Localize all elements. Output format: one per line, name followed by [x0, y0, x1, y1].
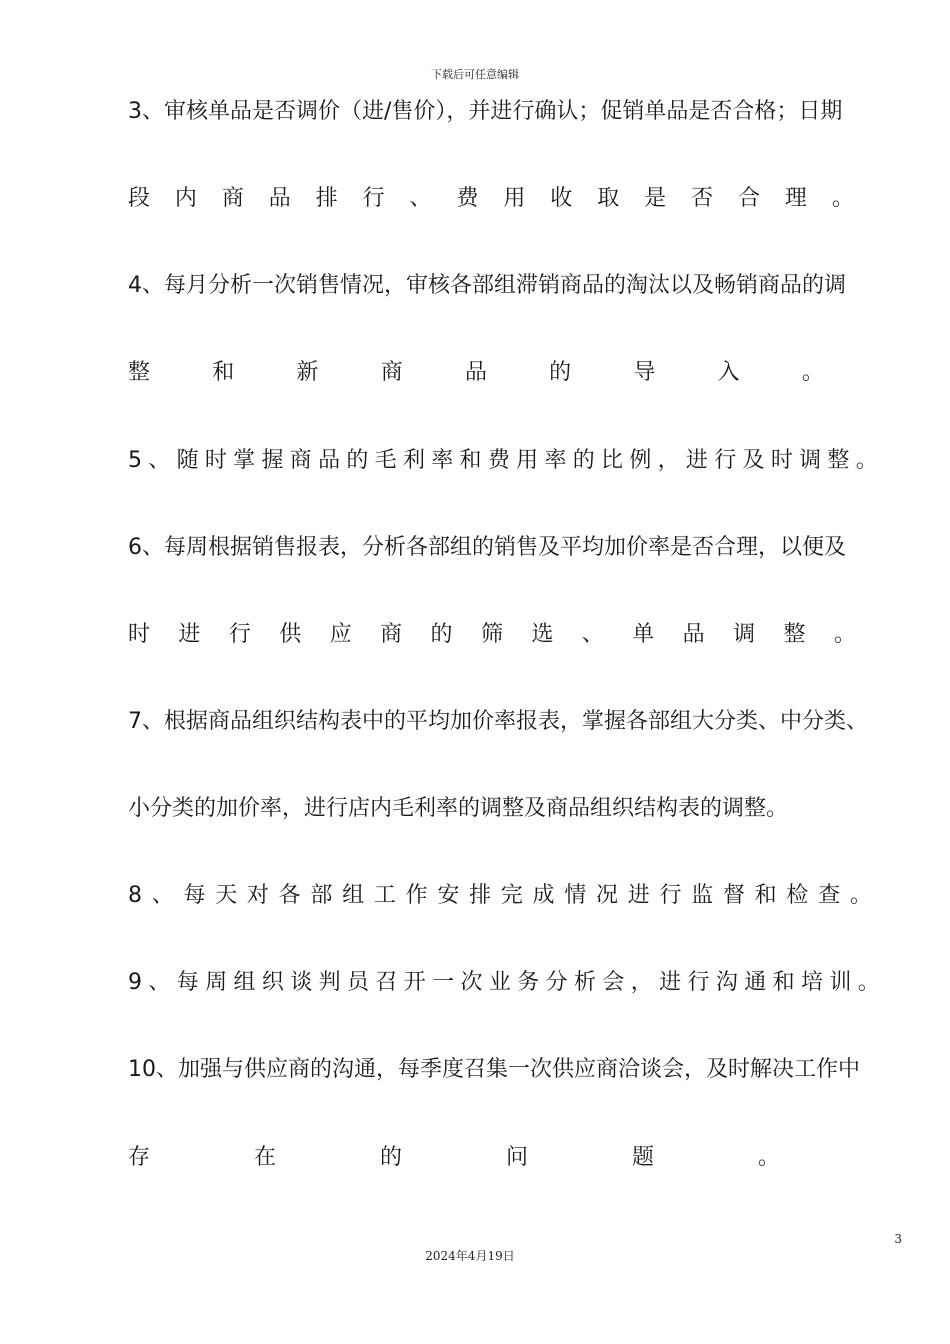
line-11: [128, 968, 880, 998]
line-char: 整: [128, 360, 151, 385]
line-char: 员: [346, 970, 369, 995]
line-char: 安: [437, 883, 460, 908]
line-char: 、: [148, 448, 171, 473]
line-char: 。: [801, 360, 824, 385]
line-char: 。: [831, 186, 854, 211]
line-char: 时: [770, 448, 793, 473]
line-char: 供: [279, 622, 302, 647]
line-char: 工: [373, 883, 396, 908]
line-char: 时: [204, 448, 227, 473]
line-char: ，: [630, 970, 653, 995]
line-char: 训: [829, 970, 852, 995]
line-char: 品: [682, 622, 705, 647]
line-1: 3、审核单品是否调价（进/售价），并进行确认；促销单品是否合格；日期: [128, 99, 843, 124]
line-char: ，: [657, 448, 680, 473]
line-char: 利: [402, 448, 425, 473]
line-char: 进: [178, 622, 201, 647]
line-char: 进: [659, 970, 682, 995]
line-char: 和: [459, 448, 482, 473]
line-char: 否: [691, 186, 714, 211]
line-char: 召: [375, 970, 398, 995]
line-char: 监: [691, 883, 714, 908]
line-char: 率: [544, 448, 567, 473]
line-char: 问: [505, 1145, 528, 1170]
line-char: 费: [456, 186, 479, 211]
line-char: 例: [629, 448, 652, 473]
line-char: 整: [783, 622, 806, 647]
line-char: 的: [379, 1145, 402, 1170]
line-char: 商: [380, 360, 403, 385]
line-char: 的: [346, 448, 369, 473]
line-char: 商: [221, 186, 244, 211]
line-char: 品: [464, 360, 487, 385]
line-char: 。: [857, 970, 880, 995]
line-5: [128, 446, 878, 476]
line-char: 行: [228, 622, 251, 647]
line-char: 内: [174, 186, 197, 211]
line-char: 查: [818, 883, 841, 908]
line-char: 新: [296, 360, 319, 385]
line-char: 作: [405, 883, 428, 908]
line-char: 导: [633, 360, 656, 385]
line-char: 筛: [480, 622, 503, 647]
line-char: 存: [128, 1145, 151, 1170]
line-char: 理: [784, 186, 807, 211]
line-char: 周: [205, 970, 228, 995]
line-6: 6、每周根据销售报表，分析各部组的销售及平均加价率是否合理，以便及: [128, 535, 846, 560]
line-char: 行: [362, 186, 385, 211]
line-char: 、: [409, 186, 432, 211]
line-char: 每: [176, 970, 199, 995]
line-char: 培: [800, 970, 823, 995]
line-char: 的: [430, 622, 453, 647]
line-char: 选: [531, 622, 554, 647]
line-char: 业: [488, 970, 511, 995]
line-char: 分: [545, 970, 568, 995]
line-char: 毛: [374, 448, 397, 473]
line-char: 务: [517, 970, 540, 995]
line-char: 成: [532, 883, 555, 908]
footer-date: 2024年4月19日: [425, 1249, 515, 1263]
line-char: 品: [268, 186, 291, 211]
line-char: 各: [278, 883, 301, 908]
line-char: 入: [717, 360, 740, 385]
line-char: 和: [212, 360, 235, 385]
line-char: 调: [799, 448, 822, 473]
line-char: 合: [737, 186, 760, 211]
line-char: 是: [644, 186, 667, 211]
line-char: 时: [128, 622, 151, 647]
line-char: 次: [460, 970, 483, 995]
line-char: 段: [128, 186, 151, 211]
line-char: 督: [722, 883, 745, 908]
line-char: 。: [855, 448, 878, 473]
line-char: 行: [714, 448, 737, 473]
line-char: 开: [403, 970, 426, 995]
line-char: 谈: [290, 970, 313, 995]
line-char: 题: [631, 1145, 654, 1170]
line-char: 行: [659, 883, 682, 908]
line-char: 收: [550, 186, 573, 211]
line-char: 和: [772, 970, 795, 995]
line-char: 进: [627, 883, 650, 908]
line-3: 4、每月分析一次销售情况，审核各部组滞销商品的淘汰以及畅销商品的调: [128, 273, 846, 298]
line-char: 的: [572, 448, 595, 473]
line-8: 7、根据商品组织结构表中的平均加价率报表，掌握各部组大分类、中分类、: [128, 709, 868, 734]
line-char: 组: [342, 883, 365, 908]
line-char: 费: [487, 448, 510, 473]
line-char: 率: [431, 448, 454, 473]
line-char: 单: [632, 622, 655, 647]
line-char: 沟: [715, 970, 738, 995]
line-char: 通: [744, 970, 767, 995]
line-char: 行: [687, 970, 710, 995]
line-char: 5: [128, 448, 142, 473]
line-char: 握: [261, 448, 284, 473]
line-9: 小分类的加价率，进行店内毛利率的调整及商品组织结构表的调整。: [128, 796, 789, 821]
line-char: 取: [597, 186, 620, 211]
line-char: 。: [849, 883, 872, 908]
line-12: 10、加强与供应商的沟通，每季度召集一次供应商洽谈会，及时解决工作中: [128, 1057, 860, 1082]
line-char: 用: [516, 448, 539, 473]
line-char: 用: [503, 186, 526, 211]
page-header: 下载后可任意编辑: [431, 68, 519, 81]
line-7: [128, 620, 856, 650]
line-char: 和: [754, 883, 777, 908]
line-char: 9: [128, 970, 142, 995]
line-char: 每: [183, 883, 206, 908]
line-char: 况: [596, 883, 619, 908]
line-char: 商: [380, 622, 403, 647]
line-char: 比: [601, 448, 624, 473]
line-char: 应: [329, 622, 352, 647]
line-char: 一: [432, 970, 455, 995]
line-char: 检: [786, 883, 809, 908]
line-char: 对: [246, 883, 269, 908]
line-2: [128, 184, 854, 214]
line-char: 排: [315, 186, 338, 211]
line-char: 掌: [233, 448, 256, 473]
line-char: 、: [151, 883, 174, 908]
line-char: 组: [233, 970, 256, 995]
line-char: 情: [564, 883, 587, 908]
line-char: 商: [289, 448, 312, 473]
line-10: [128, 881, 872, 911]
line-13: [128, 1143, 780, 1173]
line-char: 及: [742, 448, 765, 473]
line-char: 完: [500, 883, 523, 908]
line-char: 整: [827, 448, 850, 473]
line-char: 织: [261, 970, 284, 995]
line-char: 进: [685, 448, 708, 473]
line-char: 。: [757, 1145, 780, 1170]
line-char: 、: [148, 970, 171, 995]
line-char: 。: [833, 622, 856, 647]
line-char: 品: [318, 448, 341, 473]
line-char: 、: [581, 622, 604, 647]
line-char: 排: [469, 883, 492, 908]
line-char: 的: [549, 360, 572, 385]
line-char: 天: [215, 883, 238, 908]
line-char: 在: [253, 1145, 276, 1170]
line-4: [128, 358, 824, 388]
line-char: 8: [128, 883, 142, 908]
line-char: 随: [176, 448, 199, 473]
line-char: 部: [310, 883, 333, 908]
line-char: 调: [733, 622, 756, 647]
line-char: 析: [573, 970, 596, 995]
line-char: 判: [318, 970, 341, 995]
line-char: 会: [602, 970, 625, 995]
page-number: 3: [894, 1232, 902, 1246]
